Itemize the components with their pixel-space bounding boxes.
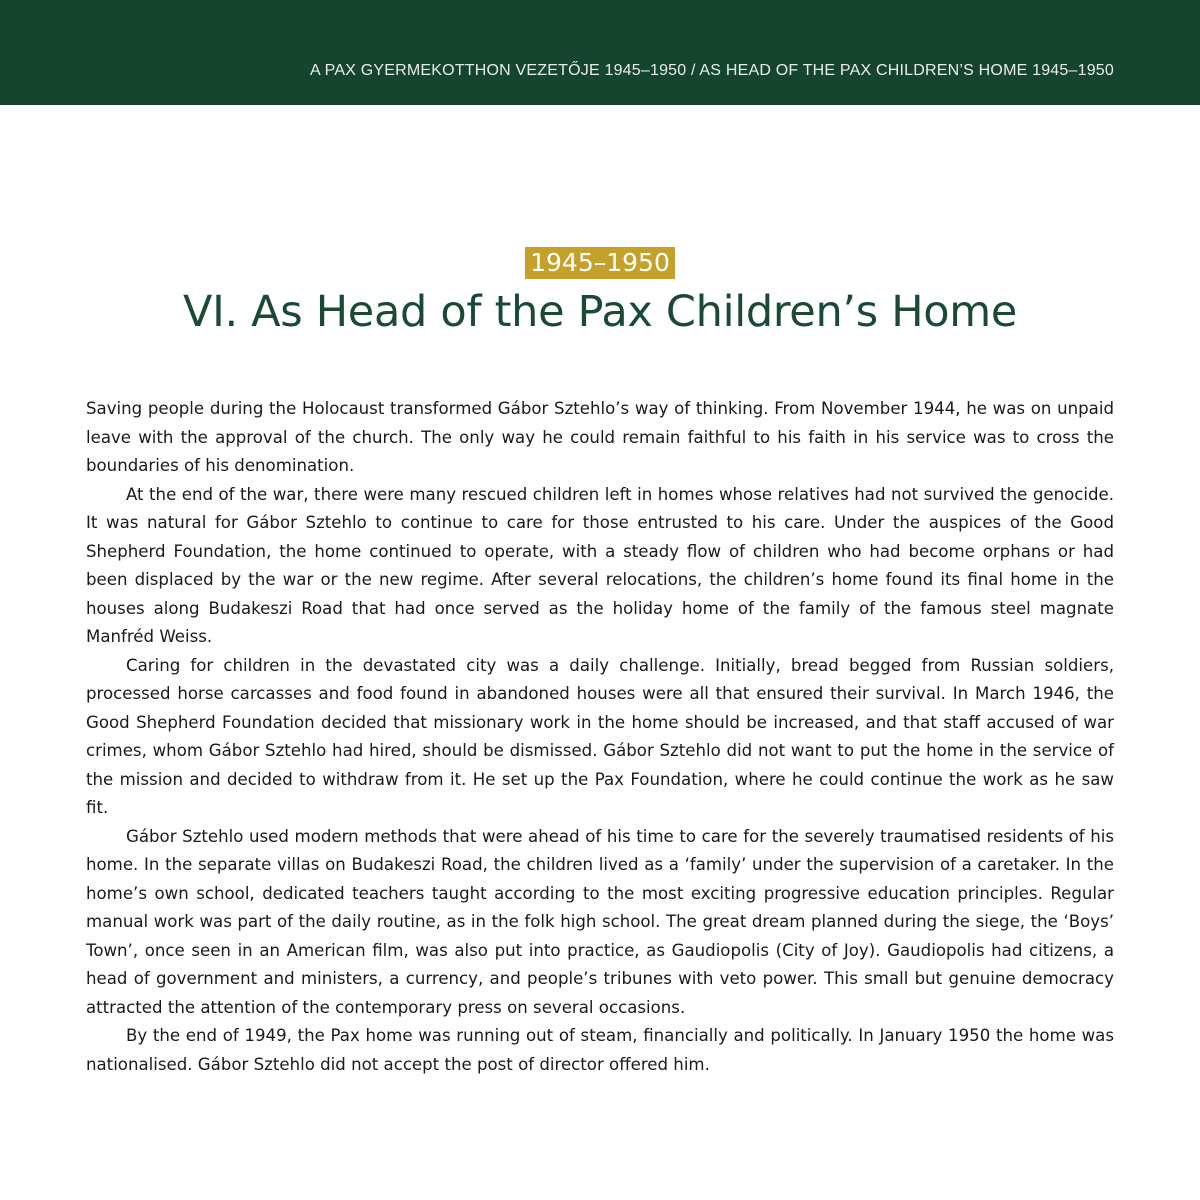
chapter-title: VI. As Head of the Pax Children’s Home [182, 287, 1018, 337]
paragraph: Gábor Sztehlo used modern methods that were ahead of his time to care for the severely traumatised residents of his home. In the separate villas on Budakeszi Road, the children lived as a ‘family’ under the supervision of a caretaker. In the home’s own school, dedicated teachers taught according to the most exciting progressive education principles. Regular manual work was part of the daily routine, as in the folk high school. The great dream planned during the siege, the ‘Boys’ Town’, once seen in an American film, was also put into practice, as Gaudiopolis (City of Joy). Gaudiopolis had citizens, a head of government and ministers, a currency, and people’s tribunes with veto power. This small but genuine democracy attracted the attention of the contemporary press on several occasions. [86, 826, 1114, 1017]
chapter-heading [0, 247, 1200, 341]
paragraph: By the end of 1949, the Pax home was running out of steam, financially and politically. In January 1950 the home was nationalised. Gábor Sztehlo did not accept the post of director offered him. [86, 1026, 1114, 1074]
paragraph: At the end of the war, there were many rescued children left in homes whose relatives had not survived the genocide. It was natural for Gábor Sztehlo to continue to care for those entrusted to his care. Under the auspices of the Good Shepherd Foundation, the home continued to operate, with a steady flow of children who had become orphans or had been displaced by the war or the new regime. After several relocations, the children’s home found its final home in the houses along Budakeszi Road that had once served as the holiday home of the family of the famous steel magnate Manfréd Weiss. [86, 484, 1114, 646]
paragraph: Saving people during the Holocaust transformed Gábor Sztehlo’s way of thinking. From November 1944, he was on unpaid leave with the approval of the church. The only way he could remain faithful to his faith in his service was to cross the boundaries of his denomination. [86, 399, 1114, 475]
paragraph: Caring for children in the devastated city was a daily challenge. Initially, bread begged from Russian soldiers, processed horse carcasses and food found in abandoned houses were all that ensured their survival. In March 1946, the Good Shepherd Foundation decided that missionary work in the home should be increased, and that staff accused of war crimes, whom Gábor Sztehlo had hired, should be dismissed. Gábor Sztehlo did not want to put the home in the service of the mission and decided to withdraw from it. He set up the Pax Foundation, where he could continue the work as he saw fit. [86, 655, 1114, 817]
year-badge: 1945–1950 [525, 247, 675, 279]
header-band [0, 0, 1200, 105]
running-head: A PAX GYERMEKOTTHON VEZETŐJE 1945–1950 / AS HEAD OF THE PAX CHILDREN’S HOME 1945–1950 [310, 62, 1114, 79]
body-text [86, 395, 1114, 1079]
